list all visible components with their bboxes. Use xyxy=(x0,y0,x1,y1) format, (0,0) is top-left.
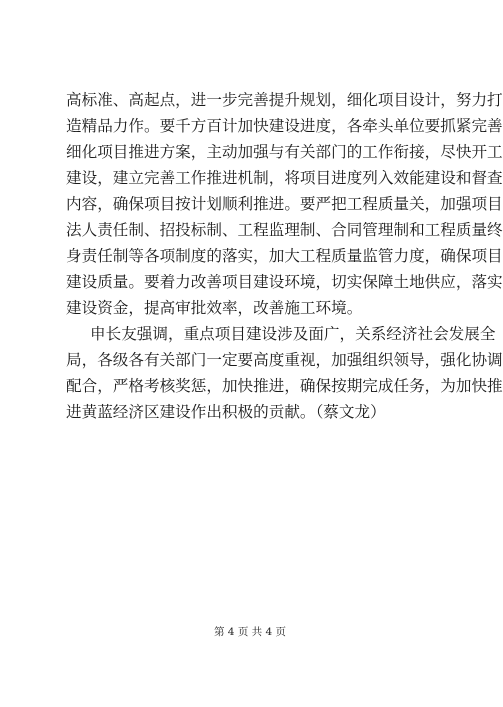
paragraph-1-line-7: 身责任制等各项制度的落实，加大工程质量监管力度，确保项目 xyxy=(66,247,503,265)
paragraph-1-line-3: 细化项目推进方案，主动加强与有关部门的工作衔接，尽快开工 xyxy=(66,143,503,161)
paragraph-1-line-9: 建设资金，提高审批效率，改善施工环境。 xyxy=(66,299,363,317)
paragraph-1-line-8: 建设质量。要着力改善项目建设环境，切实保障土地供应，落实 xyxy=(66,273,503,291)
paragraph-1-line-2: 造精品力作。要千方百计加快建设进度，各牵头单位要抓紧完善 xyxy=(66,117,503,135)
paragraph-2-line-3: 配合，严格考核奖惩，加快推进，确保按期完成任务，为加快推 xyxy=(66,377,503,395)
paragraph-1-line-6: 法人责任制、招投标制、工程监理制、合同管理制和工程质量终 xyxy=(66,221,503,239)
paragraph-2-line-2: 局，各级各有关部门一定要高度重视，加强组织领导，强化协调 xyxy=(66,351,503,369)
page-number-footer: 第 4 页 共 4 页 xyxy=(213,626,287,638)
paragraph-2-line-1: 申长友强调，重点项目建设涉及面广，关系经济社会发展全 xyxy=(90,325,496,343)
paragraph-1-line-1: 高标准、高起点，进一步完善提升规划，细化项目设计，努力打 xyxy=(66,91,503,109)
paragraph-1-line-4: 建设，建立完善工作推进机制，将项目进度列入效能建设和督查 xyxy=(66,169,503,187)
paragraph-1-line-5: 内容，确保项目按计划顺利推进。要严把工程质量关，加强项目 xyxy=(66,195,503,213)
paragraph-2-line-4: 进黄蓝经济区建设作出积极的贡献。（蔡文龙） xyxy=(66,403,386,421)
